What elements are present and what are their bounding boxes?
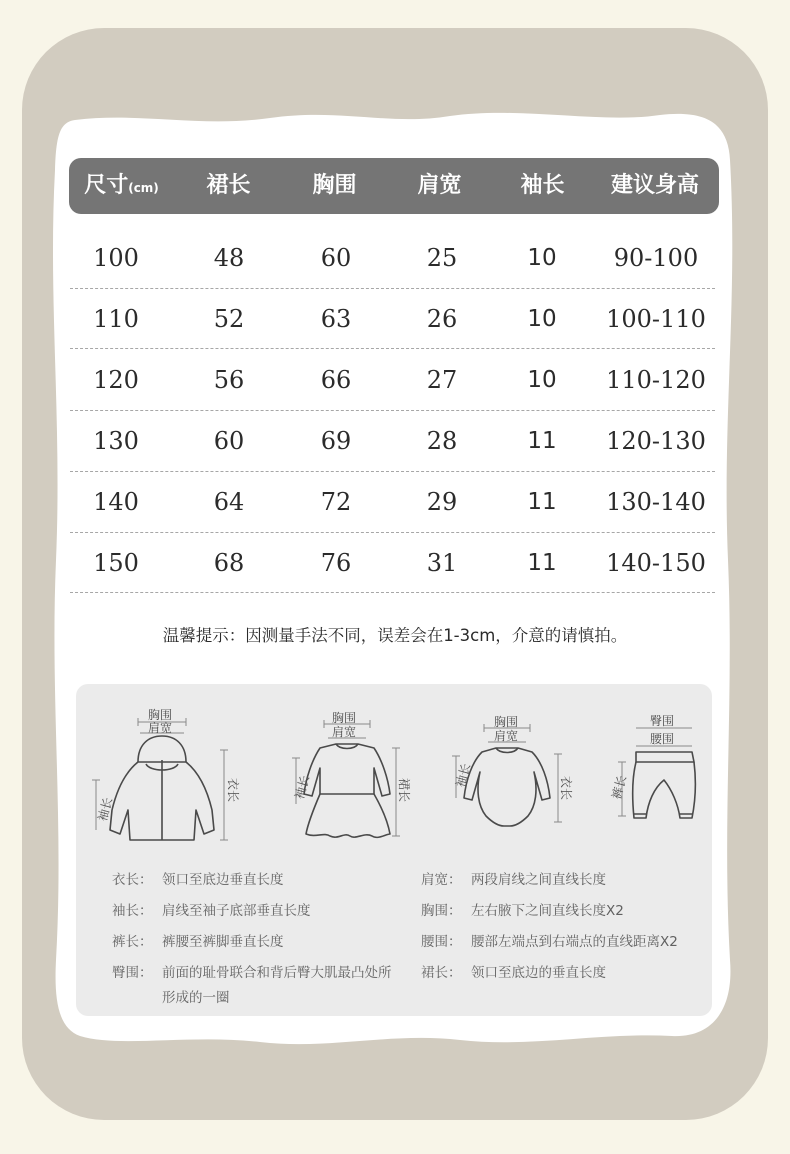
- header-chest: 胸围: [312, 173, 357, 198]
- label-sleeve: 袖长: [453, 761, 474, 789]
- table-row: [0, 288, 790, 350]
- label-length: 裙长: [397, 778, 411, 803]
- definition-value: 前面的耻骨联合和背后臀大肌最凸处所形成的一圈: [162, 965, 392, 1006]
- cell-chest: 63: [320, 305, 352, 333]
- pants-diagram: [606, 708, 706, 838]
- measurement-tip: 温馨提示：因测量手法不同，误差会在1-3cm，介意的请慎拍。: [162, 626, 628, 645]
- definition-value: 两段肩线之间直线长度: [471, 872, 606, 888]
- cell-size: 120: [93, 366, 139, 394]
- table-row: [0, 532, 790, 594]
- cell-height: 120-130: [606, 427, 706, 455]
- cell-sleeve: 11: [527, 489, 557, 515]
- label-hip: 臀围: [650, 714, 675, 728]
- cell-chest: 76: [320, 549, 352, 577]
- definition-value: 左右腋下之间直线长度X2: [471, 903, 624, 919]
- definition-value: 裤腰至裤脚垂直长度: [162, 934, 284, 950]
- definition-value: 领口至底边的垂直长度: [471, 965, 606, 981]
- cell-skirt-length: 64: [213, 488, 245, 516]
- table-header: [69, 158, 719, 214]
- cell-sleeve: 10: [527, 367, 557, 393]
- definition-item: [112, 958, 402, 1006]
- definition-item: [112, 927, 402, 958]
- definitions-right: [421, 865, 711, 989]
- dress-diagram: [290, 708, 420, 848]
- label-length: 衣长: [559, 776, 573, 801]
- definition-item: [112, 896, 402, 927]
- header-shoulder: 肩宽: [417, 173, 462, 198]
- definition-key: 袖长：: [112, 903, 153, 919]
- table-row: [0, 349, 790, 411]
- cell-height: 110-120: [606, 366, 706, 394]
- jacket-diagram: [90, 700, 240, 850]
- cell-shoulder: 25: [426, 244, 458, 272]
- cell-shoulder: 31: [426, 549, 458, 577]
- cell-skirt-length: 52: [213, 305, 245, 333]
- cell-chest: 60: [320, 244, 352, 272]
- cell-shoulder: 29: [426, 488, 458, 516]
- definition-key: 臀围：: [112, 965, 153, 981]
- header-sleeve: 袖长: [520, 173, 565, 198]
- definition-item: [421, 865, 711, 896]
- label-chest: 胸围: [148, 708, 173, 722]
- cell-shoulder: 27: [426, 366, 458, 394]
- cell-size: 150: [93, 549, 139, 577]
- cell-height: 100-110: [606, 305, 706, 333]
- cell-sleeve: 10: [527, 306, 557, 332]
- cell-sleeve: 11: [527, 550, 557, 576]
- romper-diagram: [446, 710, 576, 840]
- header-skirt-length: 裙长: [206, 173, 251, 198]
- cell-size: 130: [93, 427, 139, 455]
- cell-size: 140: [93, 488, 139, 516]
- definition-key: 肩宽：: [421, 872, 462, 888]
- table-row: [0, 227, 790, 289]
- definitions-left: [112, 865, 402, 1006]
- label-length: 裤长: [609, 773, 630, 801]
- definition-item: [421, 896, 711, 927]
- definition-item: [112, 865, 402, 896]
- cell-chest: 66: [320, 366, 352, 394]
- definition-key: 裙长：: [421, 965, 462, 981]
- label-shoulder: 肩宽: [332, 725, 357, 739]
- definition-value: 腰部左端点到右端点的直线距离X2: [471, 934, 678, 950]
- definition-item: [421, 927, 711, 958]
- definition-value: 肩线至袖子底部垂直长度: [162, 903, 311, 919]
- label-shoulder: 肩宽: [494, 729, 519, 743]
- cell-size: 110: [93, 305, 139, 333]
- label-chest: 胸围: [494, 715, 519, 729]
- cell-size: 100: [93, 244, 139, 272]
- cell-height: 90-100: [613, 244, 699, 272]
- cell-sleeve: 11: [527, 428, 557, 454]
- cell-chest: 72: [320, 488, 352, 516]
- table-row: [0, 410, 790, 472]
- cell-height: 130-140: [606, 488, 706, 516]
- cell-chest: 69: [320, 427, 352, 455]
- header-size: 尺寸(cm): [84, 173, 159, 198]
- cell-skirt-length: 60: [213, 427, 245, 455]
- definition-key: 裤长：: [112, 934, 153, 950]
- cell-sleeve: 10: [527, 245, 557, 271]
- cell-skirt-length: 56: [213, 366, 245, 394]
- cell-height: 140-150: [606, 549, 706, 577]
- label-sleeve: 袖长: [292, 773, 313, 801]
- cell-shoulder: 26: [426, 305, 458, 333]
- label-sleeve: 袖长: [95, 795, 116, 823]
- row-divider: [70, 592, 715, 593]
- label-chest: 胸围: [332, 711, 357, 725]
- definition-key: 腰围：: [421, 934, 462, 950]
- definition-value: 领口至底边垂直长度: [162, 872, 284, 888]
- definition-key: 胸围：: [421, 903, 462, 919]
- label-waist: 腰围: [650, 732, 675, 746]
- table-row: [0, 471, 790, 533]
- definition-item: [421, 958, 711, 989]
- label-shoulder: 肩宽: [148, 721, 173, 735]
- label-length: 衣长: [226, 778, 240, 803]
- cell-shoulder: 28: [426, 427, 458, 455]
- cell-skirt-length: 48: [213, 244, 245, 272]
- header-height: 建议身高: [610, 173, 699, 198]
- definition-key: 衣长：: [112, 872, 153, 888]
- cell-skirt-length: 68: [213, 549, 245, 577]
